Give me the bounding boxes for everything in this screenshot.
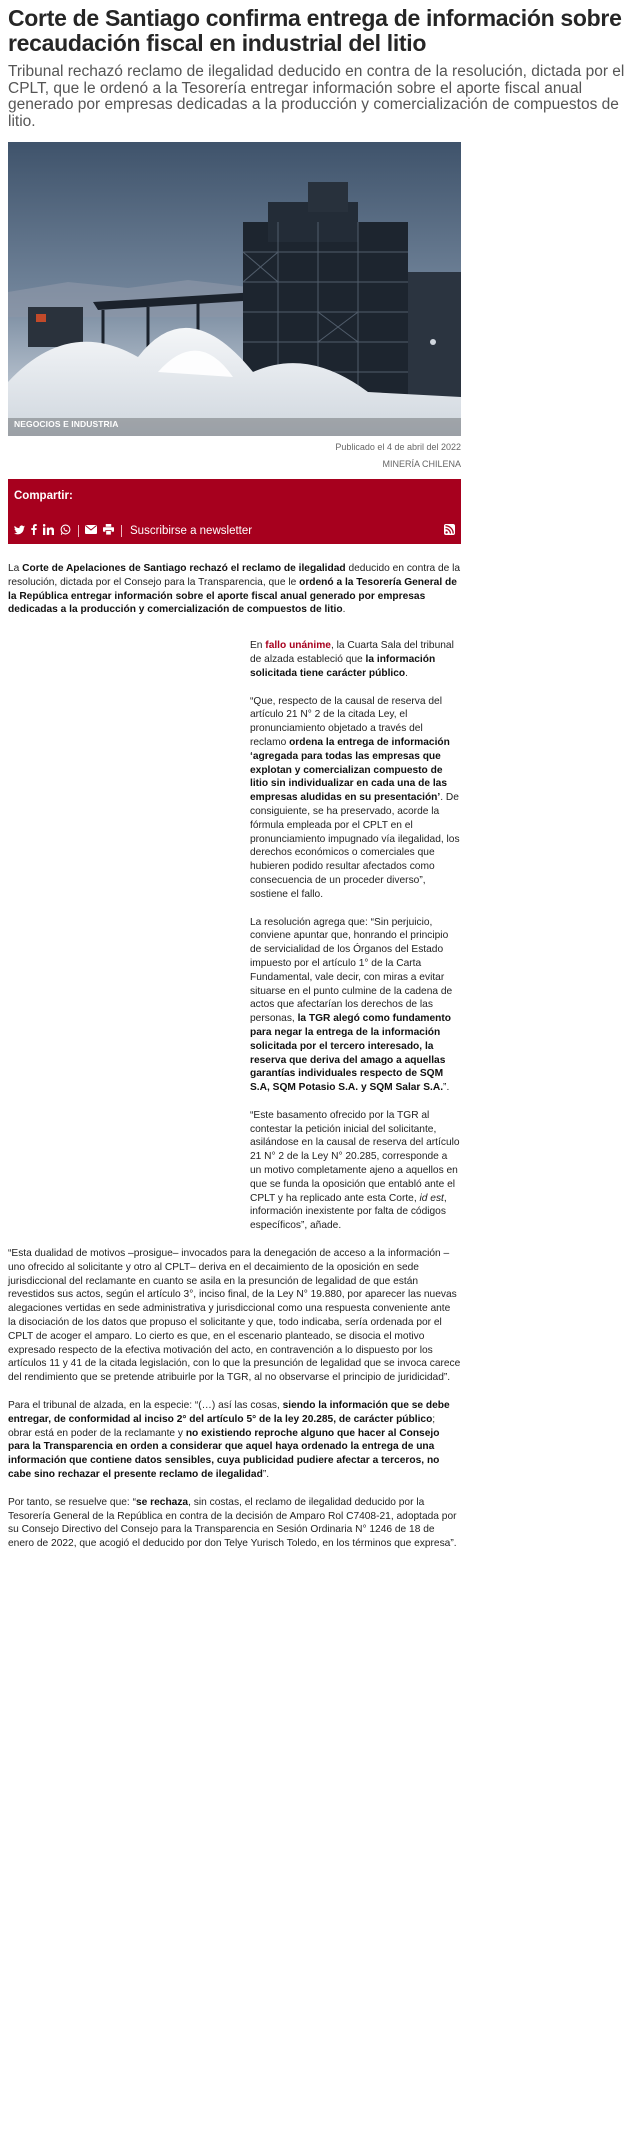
paragraph-2: En fallo unánime, la Cuarta Sala del tribunal de alzada estableció que la información solicitada tiene carácter público.: [250, 640, 454, 679]
share-bar: [8, 479, 461, 544]
facebook-icon[interactable]: [31, 524, 37, 538]
twitter-icon[interactable]: [14, 525, 25, 538]
article-body: [8, 562, 461, 1551]
paragraph-4: La resolución agrega que: “Sin perjuicio, conviene apuntar que, honrando el principio de servicialidad de los Órganos del Estado impuesto por el artículo 1° de la Carta Fundamental, vale decir, con miras a evitar situarse en el punto culmine de la cadena de actos que afectarían los derechos de las personas, la TGR alegó como fundamento para negar la entrega de la información solicitada por el tercero interesado, la reserva que deriva del amago a aquellas garantías individuales respecto de SQM S.A, SQM Potasio S.A. y SQM Salar S.A.”.: [250, 916, 453, 1094]
article-hero-image: [8, 142, 461, 436]
print-icon[interactable]: [103, 524, 114, 538]
paragraph-1: La Corte de Apelaciones de Santiago rechazó el reclamo de ilegalidad deducido en contra de la resolución, dictada por el Consejo para la Transparencia, que le ordenó a la Tesorería General de la República entregar información sobre el aporte fiscal anual generado por empresas dedicadas a la producción y comercialización de compuestos de litio.: [8, 563, 461, 616]
paragraph-8: Por tanto, se resuelve que: “se rechaza, sin costas, el reclamo de ilegalidad deducido por la Tesorería General de la República en contra de la decisión de Amparo Rol C7408-21, adoptada por su Consejo Directivo del Consejo para la Transparencia en Sesión Ordinaria N° 1246 de 18 de enero de 2022, que acogió el deducido por don Telye Yurisch Toledo, en los términos que expresa”.: [8, 1496, 457, 1550]
email-icon[interactable]: [85, 525, 97, 537]
linkedin-icon[interactable]: [43, 524, 54, 538]
newsletter-link[interactable]: Suscribirse a newsletter: [130, 525, 253, 537]
image-category-label: NEGOCIOS E INDUSTRIA: [14, 419, 119, 429]
article-meta: [8, 442, 461, 469]
paragraph-7: Para el tribunal de alzada, en la especie: “(…) así las cosas, siendo la información que se debe entregar, de conformidad al inciso 2° del artículo 5° de la ley 20.285, de carácter público; obrar está en poder de la reclamante y no existiendo reproche alguno que hacer al Consejo para la Transparencia en orden a considerar que aquel haya ordenado la entrega de una información que contiene datos sensibles, cuya publicidad pudiere afectar a terceros, no cabe sino rechazar el presente reclamo de ilegalidad”.: [8, 1400, 450, 1481]
share-divider: [78, 525, 79, 537]
paragraph-3: “Que, respecto de la causal de reserva del artículo 21 N° 2 de la citada Ley, el pronunciamiento objetado a través del reclamo ordena la entrega de información ‘agregada para todas las empresas que explotan y comercializan compuesto de litio sin individualizar en cada una de las empresas aludidas en su presentación’. De consiguiente, se ha preservado, acorde la fórmula empleada por el CPLT en el pronunciamiento impugnado vía ilegalidad, los derechos económicos o comerciales que hubieren podido resultar afectados como consecuencia de un proceder diverso”, sostiene el fallo.: [250, 695, 460, 900]
article-inline-column: [250, 639, 461, 1247]
share-divider: [121, 525, 122, 537]
lithium-plant-illustration: [8, 142, 461, 436]
source-label: MINERÍA CHILENA: [382, 459, 461, 469]
share-icons: [14, 524, 252, 538]
paragraph-5: “Este basamento ofrecido por la TGR al contestar la petición inicial del solicitante, asilándose en la causal de reserva del artículo 21 N° 2 de la Ley N° 20.285, corresponde a un motivo completamente ajeno a aquellos en que se funda la oposición que entabló ante el CPLT y ha replicado ante esta Corte, id est, información inexistente por falta de códigos específicos”, añade.: [250, 1109, 460, 1232]
rss-icon[interactable]: [444, 524, 455, 535]
share-label: Compartir:: [14, 490, 73, 502]
whatsapp-icon[interactable]: [60, 524, 71, 538]
publish-date: Publicado el 4 de abril del 2022: [335, 442, 461, 452]
article-title: Corte de Santiago confirma entrega de información sobre recaudación fiscal en industrial del litio: [8, 5, 622, 56]
paragraph-6: “Esta dualidad de motivos –prosigue– invocados para la denegación de acceso a la información –uno ofrecido al solicitante y otro al CPLT– deriva en el decaimiento de la oposición en sede jurisdiccional del reclamante en cuanto se asila en la presunción de legalidad de que están revestidos sus actos, según el artículo 3°, inciso final, de la Ley N° 19.880, por aparecer las nuevas alegaciones vertidas en sede administrativa y jurisdiccional como una respuesta conveniente ante la disociación de los datos que propuso el solicitante y que, todo indicaba, sería ordenada por el CPLT de acoger el amparo. Lo cierto es que, en el escenario planteado, se disocia el motivo expresado respecto de la efectiva motivación del acto, en contravención a lo dispuesto por los artículos 11 y 41 de la citada legislación, con lo que la presunción de legalidad que se invoca carece del rendimiento que se pretende atribuirle por la TGR, al no observarse el principio de juridicidad”.: [8, 1248, 461, 1384]
article-subtitle: Tribunal rechazó reclamo de ilegalidad deducido en contra de la resolución, dictada por el CPLT, que le ordenó a la Tesorería entregar información sobre el aporte fiscal anual generado por empresas dedicadas a la producción y comercialización de compuestos de litio.: [8, 63, 625, 130]
